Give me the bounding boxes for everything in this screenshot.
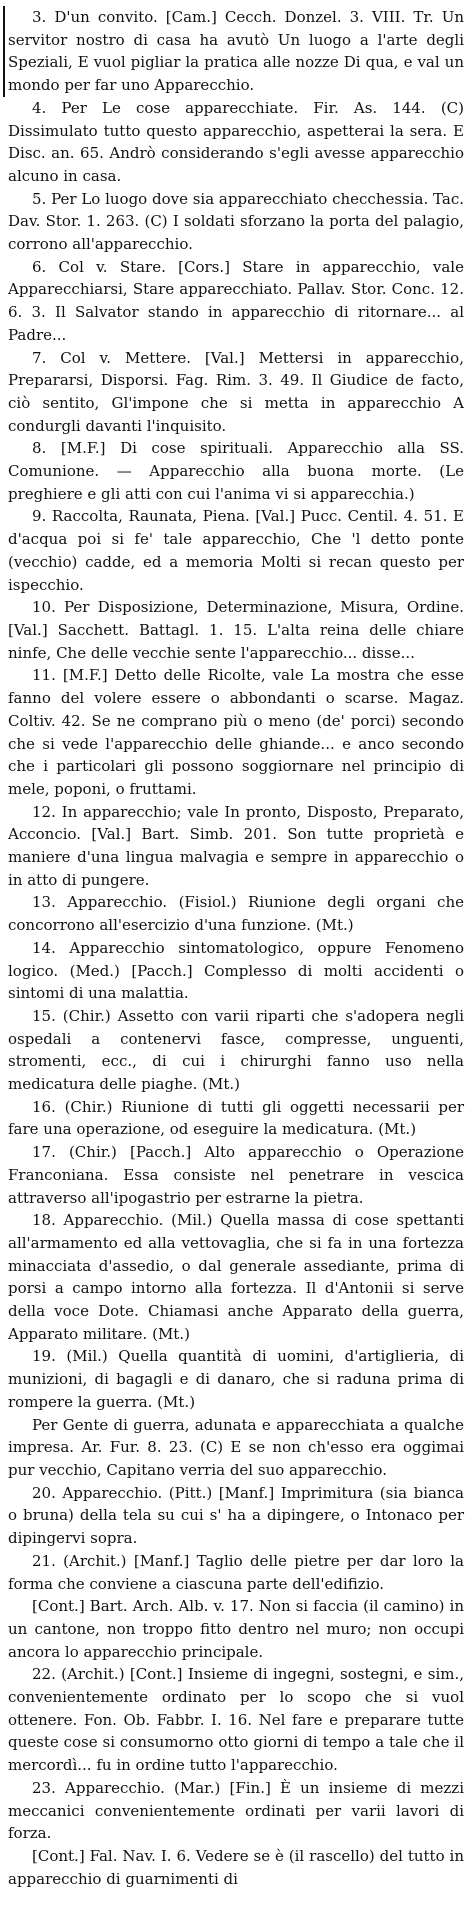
entry-23: 23. Apparecchio. (Mar.) [Fin.] È un insieme di mezzi meccanici convenientemente ordinati per varii lavori di forza. — [8, 1778, 464, 1843]
entry-16: 16. (Chir.) Riunione di tutti gli oggetti necessarii per fare una operazione, od eseguire la medicatura. (Mt.) — [8, 1097, 464, 1139]
entry-12: 12. In apparecchio; vale In pronto, Disposto, Preparato, Acconcio. [Val.] Bart. Simb. 201. Son tutte proprietà e maniere d'una lingua malvagia e sempre in apparecchio o in atto di pungere. — [8, 802, 464, 889]
entry-9: 9. Raccolta, Raunata, Piena. [Val.] Pucc. Centil. 4. 51. E d'acqua poi si fe' tale apparecchio, Che 'l detto ponte (vecchio) cadde, ed a memoria Molti si recan questo per ispecchio. — [8, 507, 464, 594]
entry-18: 18. Apparecchio. (Mil.) Quella massa di cose spettanti all'armamento ed alla vettovaglia, che si fa in una fortezza minacciata d'assedio, o dal generale assediante, prima di porsi a campo intorno alla fortezza. Il d'Antonii si serve della voce Dote. Chiamasi anche Apparato della guerra, Apparato militare. (Mt.) — [8, 1211, 464, 1343]
entry-5: 5. Per Lo luogo dove sia apparecchiato checchessia. Tac. Dav. Stor. 1. 263. (C) I soldati sforzano la porta del palagio, corrono all'apparecchio. — [8, 189, 464, 254]
entry-4: 4. Per Le cose apparecchiate. Fir. As. 144. (C) Dissimulato tutto questo apparecchio, aspetterai la sera. E Disc. an. 65. Andrò considerando s'egli avesse apparecchio alcuno in casa. — [8, 98, 464, 185]
entry-6: 6. Col v. Stare. [Cors.] Stare in apparecchio, vale Apparecchiarsi, Stare apparecchiato. Pallav. Stor. Conc. 12. 6. 3. Il Salvator stando in apparecchio di ritornare... al Padre... — [8, 257, 464, 344]
entry-21-citation: [Cont.] Bart. Arch. Alb. v. 17. Non si faccia (il camino) in un cantone, non troppo fitto dentro nel muro; non occupi ancora lo apparecchio principale. — [8, 1597, 464, 1661]
entry-23-citation: [Cont.] Fal. Nav. I. 6. Vedere se è (il rascello) del tutto in apparecchio di guarnimenti di — [8, 1846, 464, 1888]
entry-17: 17. (Chir.) [Pacch.] Alto apparecchio o Operazione Franconiana. Essa consiste nel penetrare in vescica attraverso all'ipogastrio per estrarne la pietra. — [8, 1143, 464, 1207]
entry-10: 10. Per Disposizione, Determinazione, Misura, Ordine. [Val.] Sacchett. Battagl. 1. 15. L'alta reina delle chiare ninfe, Che delle vecchie sente l'apparecchio... disse... — [8, 598, 464, 662]
entry-19-subsense: Per Gente di guerra, adunata e apparecchiata a qualche impresa. Ar. Fur. 8. 23. (C) E se non ch'esso era oggimai pur vecchio, Capitano verria del suo apparecchio. — [8, 1415, 464, 1479]
entry-7: 7. Col v. Mettere. [Val.] Mettersi in apparecchio, Prepararsi, Disporsi. Fag. Rim. 3. 49. Il Giudice de facto, ciò sentito, Gl'impone che si metta in apparecchio A condurgli davanti l'inquisito. — [8, 348, 464, 435]
entry-14: 14. Apparecchio sintomatologico, oppure Fenomeno logico. (Med.) [Pacch.] Complesso di molti accidenti o sintomi di una malattia. — [8, 938, 464, 1003]
entry-11: 11. [M.F.] Detto delle Ricolte, vale La mostra che esse fanno del volere essere o abbondanti o scarse. Magaz. Coltiv. 42. Se ne comprano più o meno (de' porci) secondo che si vede l'apparecchio delle ghiande... e anco secondo che i particolari gli possono soggiornare nel principio di mele, poponi, o fruttami. — [8, 666, 464, 798]
entry-15: 15. (Chir.) Assetto con varii riparti che s'adopera negli ospedali a contenervi fasce, compresse, unguenti, stromenti, ecc., di cui i chirurghi fanno uso nella medicatura delle piaghe. (Mt.) — [8, 1006, 464, 1094]
entry-19: 19. (Mil.) Quella quantità di uomini, d'artiglieria, di munizioni, di bagagli e di danaro, che si raduna prima di rompere la guerra. (Mt.) — [8, 1347, 464, 1411]
entry-21: 21. (Archit.) [Manf.] Taglio delle pietre per dar loro la forma che conviene a ciascuna parte dell'edifizio. — [8, 1551, 464, 1593]
entry-13: 13. Apparecchio. (Fisiol.) Riunione degli organi che concorrono all'esercizio d'una funzione. (Mt.) — [8, 893, 464, 935]
entry-3: 3. D'un convito. [Cam.] Cecch. Donzel. 3. VIII. Tr. Un servitor nostro di casa ha avutò Un luogo a l'arte degli Speziali, E vuol pigliar la pratica alle nozze Di qua, e val un mondo per far uno Apparecchio. — [3, 6, 464, 97]
entry-22: 22. (Archit.) [Cont.] Insieme di ingegni, sostegni, e sim., convenientemente ordinato per lo scopo che si vuol ottenere. Fon. Ob. Fabbr. I. 16. Nel fare e preparare tutte queste cose si consumorno otto giorni di tempo a tale che il mercordì... fu in ordine tutto l'apparecchio. — [8, 1665, 464, 1775]
entry-20: 20. Apparecchio. (Pitt.) [Manf.] Imprimitura (sia bianca o bruna) della tela su cui s' ha a dipingere, o Intonaco per dipingervi sopra. — [8, 1483, 464, 1548]
entry-8: 8. [M.F.] Di cose spirituali. Apparecchio alla SS. Comunione. — Apparecchio alla buona morte. (Le preghiere e gli atti con cui l'anima vi si apparecchia.) — [8, 439, 464, 503]
